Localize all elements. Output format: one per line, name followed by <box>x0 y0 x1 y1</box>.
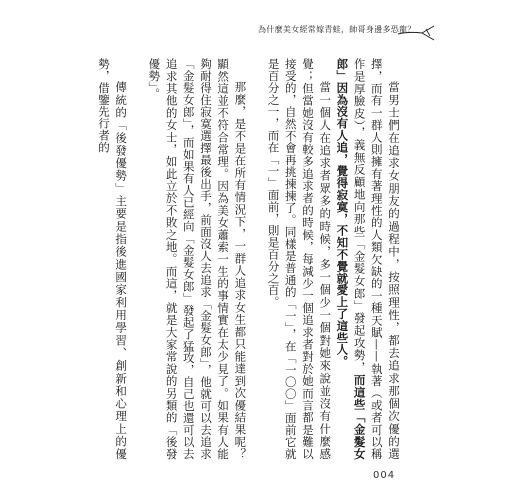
paragraph-1 <box>333 58 402 460</box>
paragraph-3: 那麼，是不是在所有情況下，一群人追求女生都只能達到次優結果呢？顯然這並不符合常理。因為美女蕭索一生的事情實在太少見了。如果有人能夠耐得住寂寞選擇最後出手，前面沒人去追求「金髮女郎」，他就可以去追求「金髮女郎」，而如果有人已經向「金髮女郎」發起了猛攻，自己也還可以去追求其他的女士，如此立於不敗之地。而這，就是大家常說的另類的「後發優勢」。 <box>147 58 248 460</box>
vertical-body-text <box>96 58 402 460</box>
paragraph-1-plain: 當男士們在追求女朋友的過程中，按照理性，都去追求那個次優的選擇，而有一群人則擁有著理性的人類欠缺的一種天賦——執著（或者可以稱作是厚臉皮），義無反顧地向那些「金髮女郎」發起攻勢， <box>352 58 401 460</box>
paragraph-4: 傳統的「後發優勢」主要是指後進國家利用學習、創新和心理上的優勢，借鑒先行者的 <box>96 58 129 460</box>
pen-nib-icon <box>396 20 436 46</box>
paragraph-1-bold: 而這些「金髮女郎」因為沒有人追，覺得寂寞，不知不覺就愛上了這些人。 <box>335 58 367 460</box>
page-number: 004 <box>373 470 396 481</box>
paragraph-2: 當一個人在追求者眾多的時候，多一個少一個對她來說並沒有什麼感覺；但當她沒有較多追求者的時候，每減少一個追求者對於她而言都是難以接受的，自然不會再挑揀揀了。同樣是普通的「一」，在「一〇〇」面前它就是百分之一，而在「一」面前，則是百分之百。 <box>266 58 333 460</box>
running-header: 為什麼美女經常嫁青蛙，帥哥身邊多恐龍？ <box>258 25 416 34</box>
